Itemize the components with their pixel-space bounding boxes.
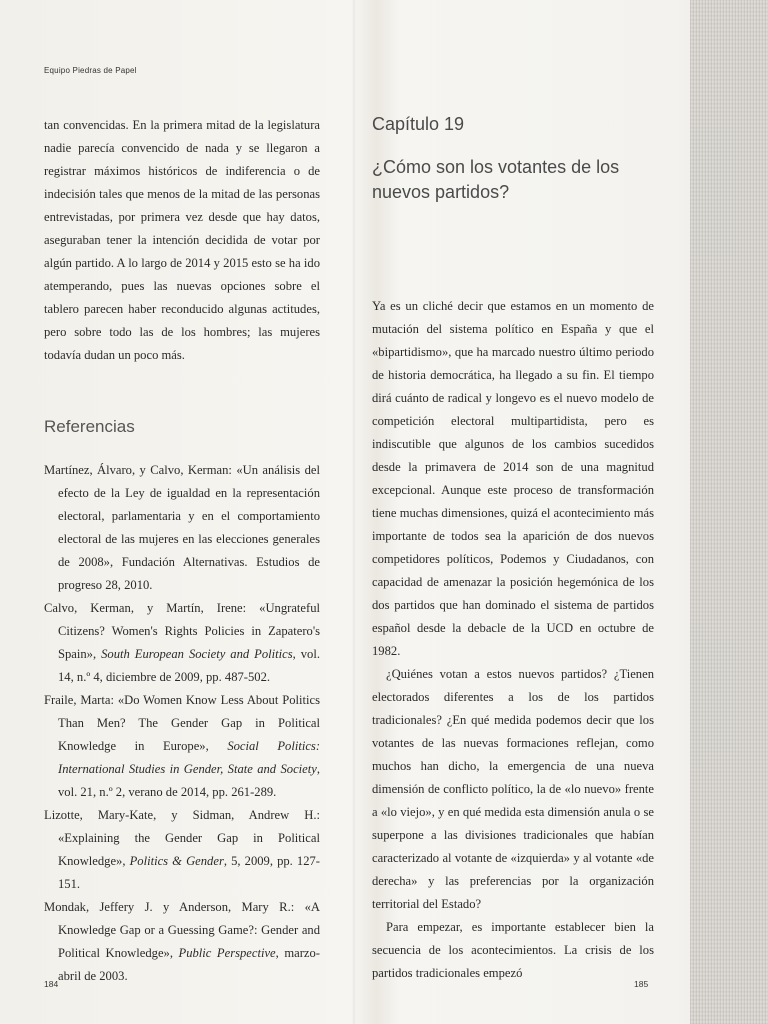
reference-item	[44, 804, 320, 896]
references-list	[44, 459, 320, 988]
spacer	[372, 135, 654, 155]
spacer	[372, 205, 654, 295]
references-heading: Referencias	[44, 417, 135, 436]
reference-text: Lizotte, Mary-Kate, y Sidman, Andrew H.: «Explaining the Gender Gap in Political Knowledge»,	[44, 808, 320, 868]
running-head: Equipo Piedras de Papel	[44, 66, 137, 75]
intro-paragraph: tan convencidas. En la primera mitad de la legislatura nadie parecía convencido de nada y se llegaron a registrar máximos históricos de indiferencia o de indecisión tales que menos de la mitad de las personas entrevistadas, por primera vez desde que hay datos, aseguraban tener la intención decidida de votar por algún partido. A lo largo de 2014 y 2015 esto se ha ido atemperando, pues las nuevas opciones sobre el tablero parecen haber reconducido algunas actitudes, pero sobre todo las de los hombres; las mujeres todavía dudan un poco más.	[44, 118, 320, 362]
body-paragraph: ¿Quiénes votan a estos nuevos partidos? ¿Tienen electorados diferentes a los de los partidos tradicionales? ¿En qué medida podemos decir que los votantes de las nuevas formaciones reflejan, como muchos han dicho, la emergencia de una nueva dimensión de conflicto político, la de «lo nuevo» frente a «lo viejo», y en qué medida esta dimensión anula o se superpone a las divisiones tradicionales que habían caracterizado al votante de «izquierda» y al votante «de derecha» y las preferencias por la organización territorial del Estado?	[372, 667, 654, 911]
body-paragraph: Ya es un cliché decir que estamos en un momento de mutación del sistema político en España y que el «bipartidismo», que ha marcado nuestro último periodo de historia democrática, ha llegado a su fin. El tiempo dirá cuánto de radical y longevo es el nuevo modelo de competición electoral multipartidista, pero es indiscutible que algunos de los cambios sucedidos desde la primavera de 2014 son de una magnitud excepcional. Aunque este proceso de transformación tiene muchas dimensiones, quizá el acontecimiento más importante de todos sea la aparición de dos nuevos competidores políticos, Podemos y Ciudadanos, con capacidad de amenazar la posición hegemónica de los dos partidos que han dominado el sistema de partidos español desde la debacle de la UCD en octubre de 1982.	[372, 299, 654, 658]
reference-text: Fraile, Marta: «Do Women Know Less About Politics Than Men? The Gender Gap in Political Knowledge in Europe»,	[44, 693, 320, 753]
chapter-label: Capítulo 19	[372, 114, 465, 134]
reference-item	[44, 896, 320, 988]
chapter-title: ¿Cómo son los votantes de los nuevos partidos?	[372, 157, 620, 202]
reference-tail: , marzo-abril de 2003.	[58, 946, 320, 983]
reference-text: Mondak, Jeffery J. y Anderson, Mary R.: «A Knowledge Gap or a Guessing Game?: Gender and Political Knowledge»,	[44, 900, 320, 960]
reference-italic: Public Perspective	[178, 946, 276, 960]
page-edge-stack	[690, 0, 768, 1024]
reference-tail: , vol. 14, n.º 4, diciembre de 2009, pp. 487-502.	[58, 647, 320, 684]
right-page-column	[372, 114, 654, 985]
left-page-number: 184	[44, 979, 59, 989]
reference-tail: , 5, 2009, pp. 127-151.	[58, 854, 321, 891]
right-page-number: 185	[634, 979, 649, 989]
reference-italic: South European Society and Politics	[101, 647, 293, 661]
reference-text: Martínez, Álvaro, y Calvo, Kerman: «Un análisis del efecto de la Ley de igualdad en la representación electoral, parlamentaria y en el comportamiento electoral de las mujeres en las elecciones generales de 2008», Fundación Alternativas. Estudios de progreso 28, 2010.	[44, 463, 320, 592]
reference-item	[44, 459, 320, 597]
reference-text: Calvo, Kerman, y Martín, Irene: «Ungrateful Citizens? Women's Rights Policies in Zapatero's Spain»,	[44, 601, 320, 661]
spacer	[44, 367, 320, 417]
spacer	[44, 437, 320, 459]
left-page-column	[44, 114, 320, 988]
body-paragraph: Para empezar, es importante establecer bien la secuencia de los acontecimientos. La crisis de los partidos tradicionales empezó	[372, 920, 654, 980]
reference-item	[44, 597, 320, 689]
book-gutter	[352, 0, 356, 1024]
reference-italic: Social Politics: International Studies in Gender, State and Society	[58, 739, 321, 776]
reference-item	[44, 689, 320, 804]
reference-tail: , vol. 21, n.º 2, verano de 2014, pp. 261-289.	[58, 762, 320, 799]
reference-italic: Politics & Gender	[129, 854, 224, 868]
